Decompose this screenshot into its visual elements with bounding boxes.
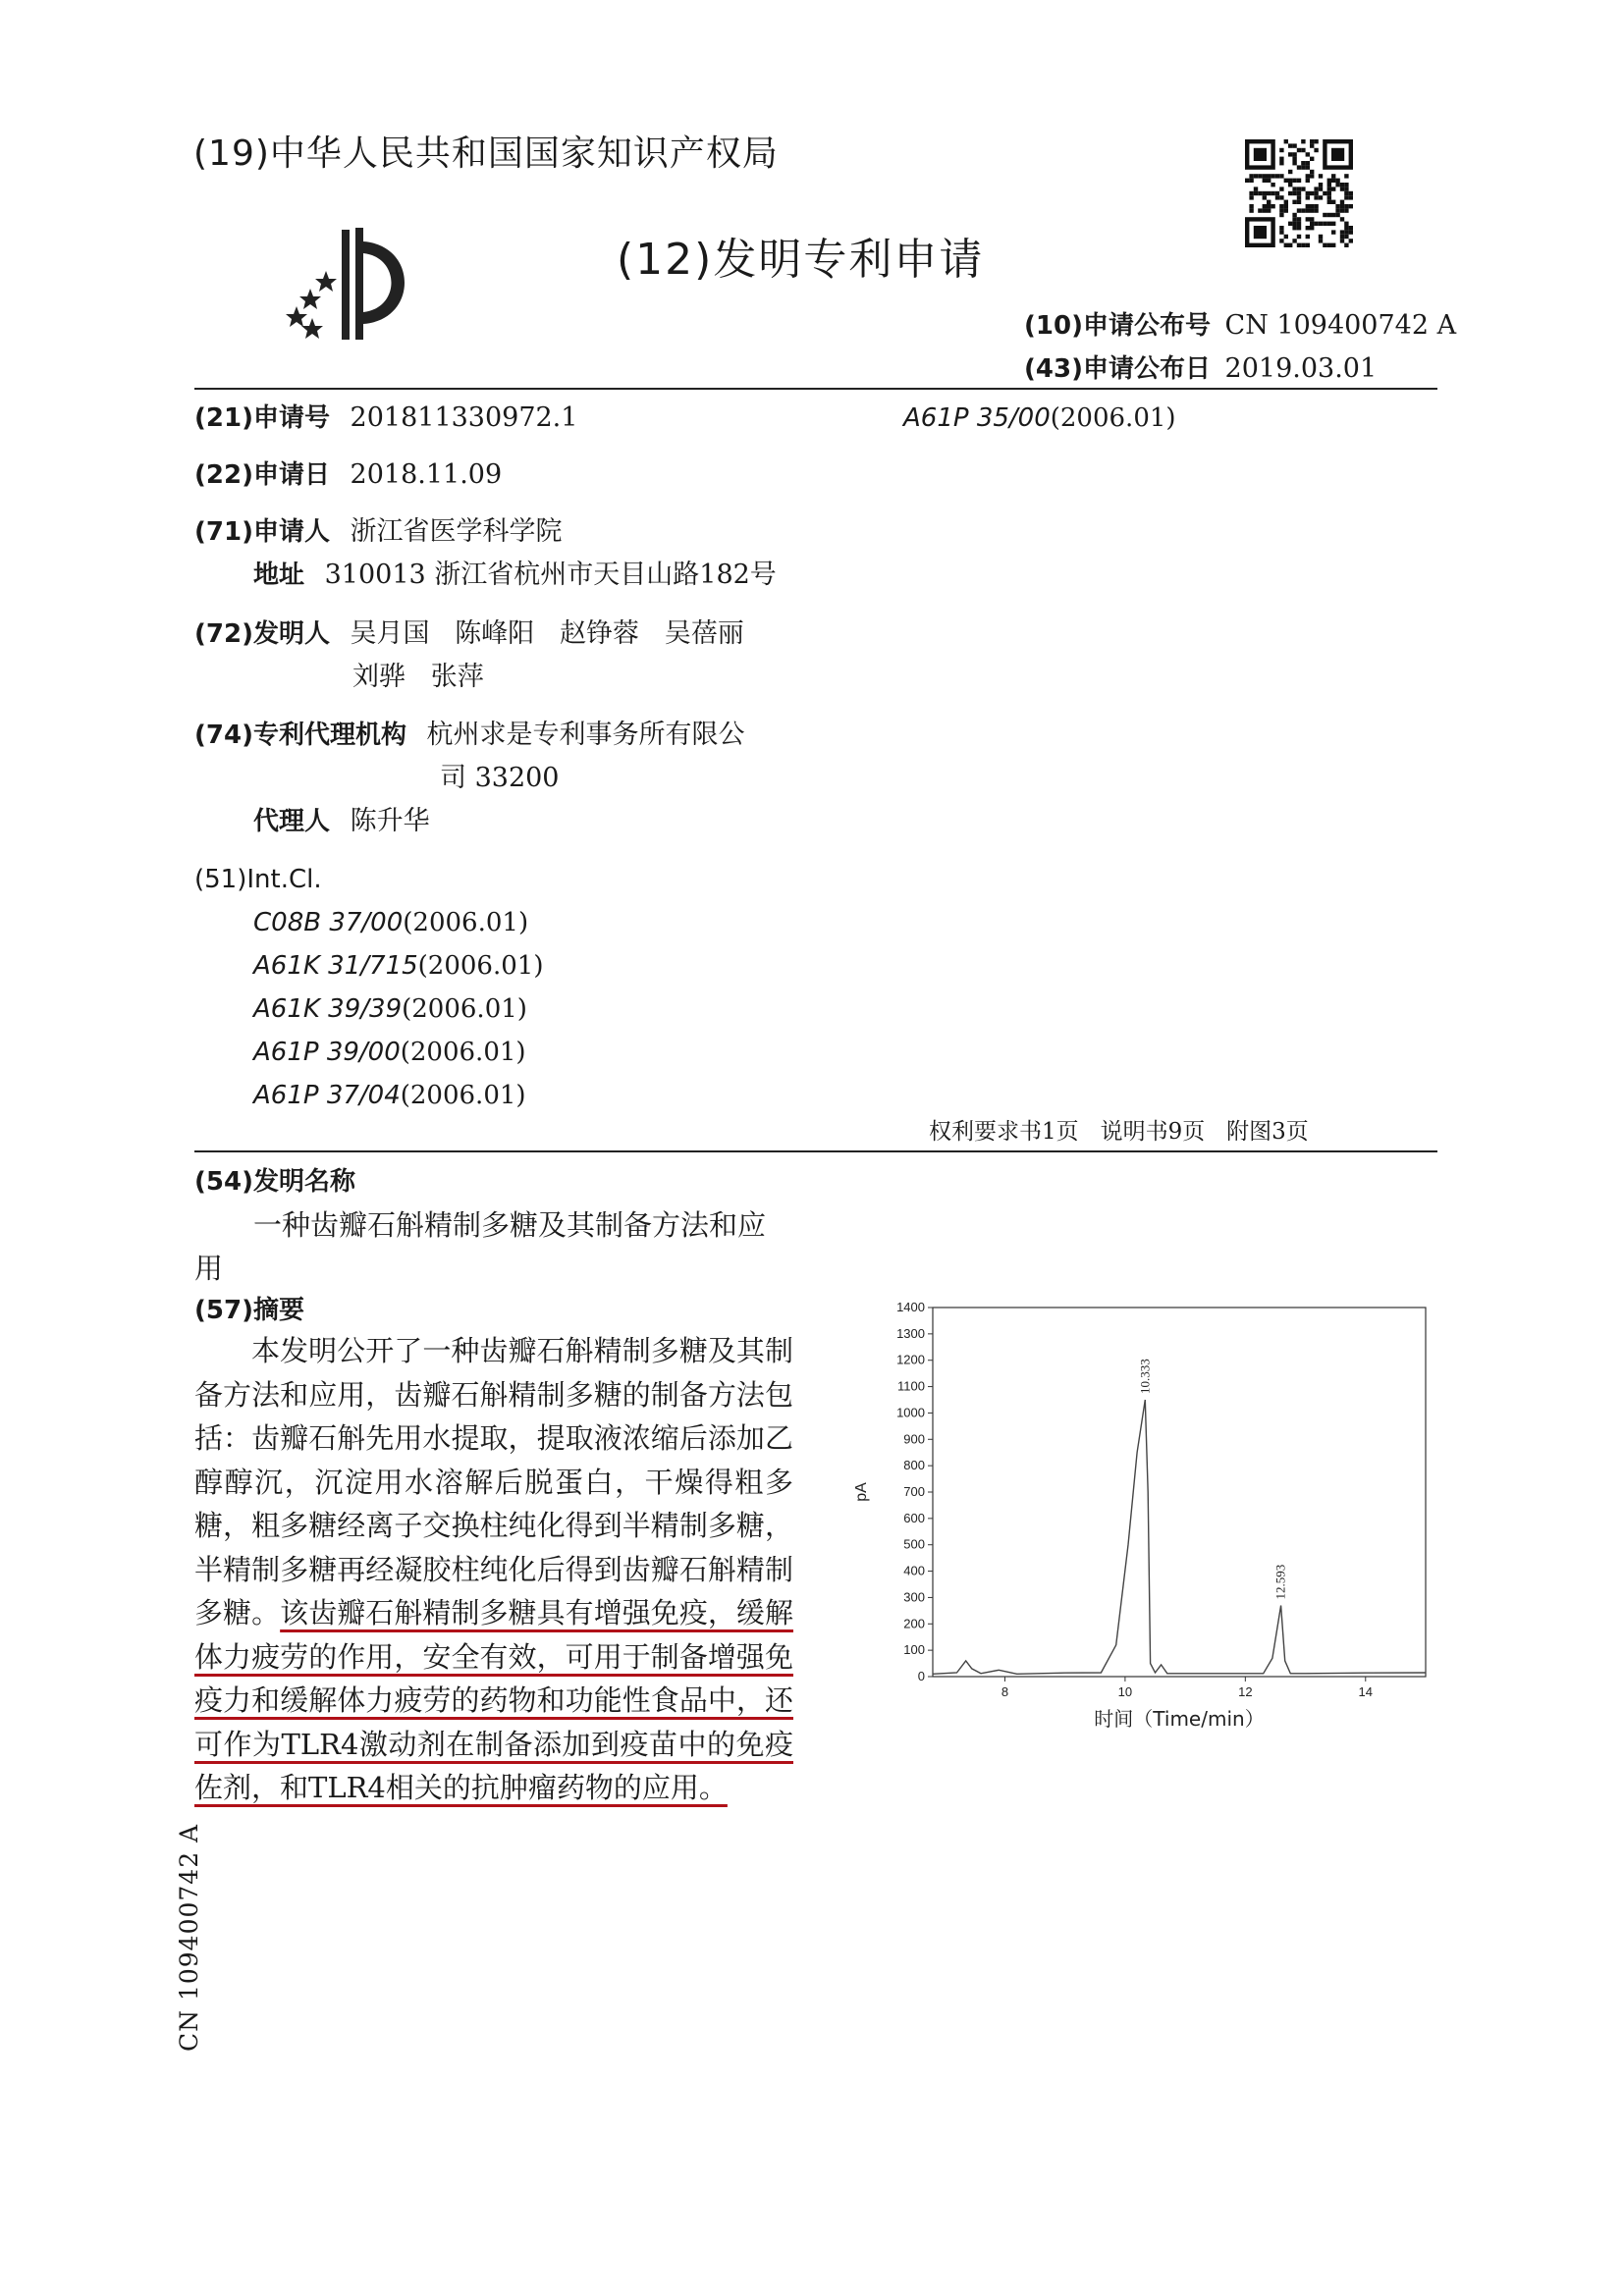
qr-module (1301, 161, 1305, 165)
ipc-right-code: A61P 35/00 (903, 403, 1051, 433)
qr-module (1319, 195, 1323, 199)
qr-module (1279, 208, 1283, 212)
qr-module (1249, 208, 1253, 212)
peak-label: 12.593 (1272, 1564, 1288, 1600)
qr-module (1314, 204, 1318, 208)
qr-module (1331, 213, 1335, 217)
qr-module (1331, 174, 1335, 178)
x-tick-label: 12 (1238, 1684, 1253, 1699)
abstract-text (194, 1329, 793, 1810)
x-tick-label: 10 (1117, 1684, 1133, 1699)
qr-module (1249, 204, 1253, 208)
qr-module (1292, 200, 1296, 204)
qr-module (1314, 191, 1318, 195)
qr-module (1310, 191, 1314, 195)
qr-module (1331, 243, 1335, 247)
qr-module (1340, 187, 1344, 190)
qr-module (1258, 191, 1262, 195)
qr-module (1306, 204, 1310, 208)
ipc-version: (2006.01) (400, 1081, 526, 1110)
logo-star-4 (301, 318, 323, 339)
qr-module (1344, 230, 1348, 234)
qr-module (1327, 200, 1331, 204)
ipc-version: (2006.01) (417, 951, 544, 981)
qr-module (1314, 148, 1318, 152)
ipc-version: (2006.01) (400, 1038, 526, 1067)
address-label: 地址 (253, 561, 305, 590)
application-number-row (194, 397, 577, 440)
qr-module (1297, 148, 1301, 152)
ipc-entry (253, 988, 527, 1031)
qr-module (1297, 179, 1301, 183)
qr-module (1319, 235, 1323, 239)
application-date-label: (22)申请日 (194, 460, 330, 490)
qr-module (1319, 183, 1323, 187)
qr-module (1263, 208, 1267, 212)
qr-module (1344, 235, 1348, 239)
qr-module (1263, 174, 1267, 178)
qr-module (1292, 161, 1296, 165)
qr-module (1349, 230, 1353, 234)
qr-module (1306, 235, 1310, 239)
qr-module (1292, 143, 1296, 147)
qr-module (1301, 148, 1305, 152)
qr-module (1297, 195, 1301, 199)
qr-module (1331, 230, 1335, 234)
qr-module (1292, 187, 1296, 190)
qr-module (1284, 208, 1288, 212)
qr-module (1306, 174, 1310, 178)
qr-module (1288, 143, 1292, 147)
qr-module (1279, 239, 1283, 242)
qr-module (1306, 165, 1310, 169)
ipc-version: (2006.01) (403, 908, 529, 937)
applicant: 浙江省医学科学院 (350, 516, 563, 547)
qr-module (1314, 195, 1318, 199)
qr-module (1349, 226, 1353, 230)
chromatogram-line (933, 1400, 1426, 1674)
qr-module (1335, 179, 1339, 183)
qr-module (1288, 170, 1292, 174)
y-tick-label: 100 (903, 1642, 925, 1658)
publication-date: 2019.03.01 (1224, 353, 1378, 384)
qr-module (1344, 243, 1348, 247)
cnipa-logo (271, 222, 424, 344)
qr-module (1310, 208, 1314, 212)
qr-module (1297, 217, 1301, 221)
qr-module (1327, 195, 1331, 199)
application-number-label: (21)申请号 (194, 403, 330, 433)
qr-module (1306, 217, 1310, 221)
ipc-version: (2006.01) (402, 994, 527, 1024)
qr-module (1349, 195, 1353, 199)
application-number: 201811330972.1 (350, 402, 578, 433)
agency-row (194, 714, 745, 757)
qr-module (1349, 239, 1353, 242)
ipc-code: C08B 37/00 (253, 908, 404, 937)
agent-row (253, 800, 430, 843)
qr-module (1249, 191, 1253, 195)
qr-module (1263, 195, 1267, 199)
ipc-code: A61K 39/39 (253, 994, 403, 1024)
qr-module (1279, 230, 1283, 234)
qr-module (1271, 204, 1274, 208)
publication-number: CN 109400742 A (1224, 310, 1457, 341)
qr-finder (1254, 226, 1267, 239)
agency-line-1: 杭州求是专利事务所有限公 (426, 720, 745, 750)
qr-finder (1331, 148, 1344, 161)
inventor-row (194, 613, 744, 656)
y-tick-label: 700 (903, 1484, 925, 1499)
qr-module (1331, 187, 1335, 190)
qr-module (1344, 226, 1348, 230)
agent-label: 代理人 (253, 807, 331, 836)
qr-module (1331, 179, 1335, 183)
qr-module (1279, 195, 1283, 199)
agency-label: (74)专利代理机构 (194, 721, 406, 750)
qr-module (1292, 191, 1296, 195)
qr-module (1271, 183, 1274, 187)
qr-module (1319, 222, 1323, 226)
qr-module (1344, 187, 1348, 190)
qr-module (1327, 191, 1331, 195)
qr-module (1310, 157, 1314, 161)
qr-module (1327, 213, 1331, 217)
qr-module (1306, 152, 1310, 156)
qr-module (1310, 222, 1314, 226)
qr-module (1297, 226, 1301, 230)
qr-module (1319, 174, 1323, 178)
qr-module (1279, 157, 1283, 161)
qr-module (1323, 243, 1326, 247)
qr-module (1297, 222, 1301, 226)
document-type: (12)发明专利申请 (617, 235, 985, 285)
logo-star-2 (299, 289, 321, 309)
qr-module (1292, 179, 1296, 183)
qr-module (1279, 148, 1283, 152)
address-row (253, 554, 777, 597)
qr-module (1284, 139, 1288, 143)
qr-module (1288, 152, 1292, 156)
header-divider (194, 388, 1437, 390)
y-tick-label: 400 (903, 1563, 925, 1578)
qr-module (1279, 187, 1283, 190)
qr-module (1314, 222, 1318, 226)
logo-mark (342, 228, 405, 340)
qr-module (1306, 226, 1310, 230)
qr-module (1306, 195, 1310, 199)
ipc-code: A61P 37/04 (253, 1081, 401, 1110)
publication-date-row (1024, 347, 1377, 391)
qr-module (1284, 243, 1288, 247)
qr-module (1349, 191, 1353, 195)
qr-module (1340, 230, 1344, 234)
qr-module (1292, 213, 1296, 217)
agent: 陈升华 (350, 806, 430, 836)
y-tick-label: 1200 (896, 1352, 925, 1367)
qr-module (1327, 222, 1331, 226)
qr-module (1314, 187, 1318, 190)
qr-module (1297, 235, 1301, 239)
qr-module (1284, 204, 1288, 208)
qr-module (1340, 217, 1344, 221)
qr-module (1344, 195, 1348, 199)
address: 310013 浙江省杭州市天目山路182号 (324, 560, 777, 590)
qr-module (1323, 191, 1326, 195)
qr-module (1292, 157, 1296, 161)
qr-module (1319, 187, 1323, 190)
y-tick-label: 900 (903, 1431, 925, 1447)
peak-label: 10.333 (1137, 1359, 1153, 1394)
qr-code (1245, 139, 1353, 247)
qr-module (1306, 191, 1310, 195)
qr-module (1279, 213, 1283, 217)
inventors-line-1: 吴月国 陈峰阳 赵铮蓉 吴蓓丽 (350, 618, 744, 649)
qr-module (1249, 195, 1253, 199)
inventors-line-2: 刘骅 张萍 (352, 662, 484, 692)
title-line-1: 一种齿瓣石斛精制多糖及其制备方法和应 (253, 1208, 767, 1242)
qr-module (1314, 139, 1318, 143)
y-tick-label: 200 (903, 1616, 925, 1631)
qr-module (1344, 208, 1348, 212)
qr-module (1331, 200, 1335, 204)
qr-module (1263, 204, 1267, 208)
qr-module (1284, 179, 1288, 183)
qr-module (1314, 208, 1318, 212)
ipc-entry (253, 1074, 526, 1117)
qr-module (1254, 191, 1258, 195)
y-tick-label: 300 (903, 1589, 925, 1605)
y-tick-label: 500 (903, 1536, 925, 1552)
qr-module (1327, 187, 1331, 190)
qr-module (1267, 174, 1271, 178)
qr-module (1344, 204, 1348, 208)
qr-module (1297, 165, 1301, 169)
qr-module (1267, 208, 1271, 212)
qr-module (1340, 239, 1344, 242)
qr-module (1297, 243, 1301, 247)
x-axis-label: 时间（Time/min） (1094, 1707, 1265, 1731)
qr-module (1275, 174, 1279, 178)
y-tick-label: 0 (917, 1669, 925, 1683)
publication-number-label: (10)申请公布号 (1024, 311, 1211, 341)
qr-module (1344, 174, 1348, 178)
qr-module (1319, 239, 1323, 242)
qr-module (1310, 143, 1314, 147)
qr-module (1306, 179, 1310, 183)
logo-star-3 (286, 306, 307, 327)
y-tick-label: 600 (903, 1510, 925, 1525)
plot-frame (933, 1308, 1426, 1677)
qr-module (1335, 183, 1339, 187)
inventor-label: (72)发明人 (194, 619, 330, 649)
x-tick-label: 8 (1001, 1684, 1009, 1699)
application-date: 2018.11.09 (350, 459, 503, 490)
application-date-row (194, 454, 502, 497)
qr-module (1271, 191, 1274, 195)
qr-module (1288, 222, 1292, 226)
qr-module (1327, 243, 1331, 247)
qr-module (1263, 179, 1267, 183)
abstract-highlight: 该齿瓣石斛精制多糖具有增强免疫，缓解体力疲劳的作用，安全有效，可用于制备增强免疫力和缓解体力疲劳的药物和功能性食品中，还可作为TLR4激动剂在制备添加到疫苗中的免疫佐剂，和TLR4相关的抗肿瘤药物的应用。 (194, 1596, 793, 1804)
qr-module (1344, 222, 1348, 226)
office-name: (19)中华人民共和国国家知识产权局 (193, 133, 779, 174)
ipc-entry (253, 944, 543, 988)
qr-module (1297, 191, 1301, 195)
qr-module (1301, 187, 1305, 190)
abstract-label: (57)摘要 (194, 1296, 304, 1325)
qr-module (1267, 204, 1271, 208)
qr-module (1267, 179, 1271, 183)
qr-module (1335, 208, 1339, 212)
qr-module (1271, 174, 1274, 178)
qr-module (1297, 200, 1301, 204)
logo-star-1 (315, 271, 337, 292)
qr-module (1249, 174, 1253, 178)
qr-module (1288, 179, 1292, 183)
qr-module (1279, 161, 1283, 165)
qr-module (1331, 222, 1335, 226)
qr-module (1310, 217, 1314, 221)
qr-module (1279, 226, 1283, 230)
qr-module (1344, 191, 1348, 195)
x-tick-label: 14 (1358, 1684, 1374, 1699)
y-axis-label: pA (853, 1482, 870, 1502)
qr-module (1297, 208, 1301, 212)
chromatogram-chart (844, 1296, 1443, 1737)
qr-module (1301, 243, 1305, 247)
qr-module (1249, 179, 1253, 183)
applicant-row (194, 510, 563, 554)
y-tick-label: 1400 (896, 1300, 925, 1314)
qr-module (1254, 187, 1258, 190)
publication-number-row (1024, 304, 1456, 347)
qr-module (1310, 174, 1314, 178)
qr-module (1284, 200, 1288, 204)
qr-module (1323, 213, 1326, 217)
qr-module (1306, 208, 1310, 212)
y-tick-label: 800 (903, 1458, 925, 1473)
qr-module (1335, 204, 1339, 208)
section-divider (194, 1150, 1437, 1152)
title-line-2: 用 (194, 1252, 224, 1285)
qr-module (1279, 204, 1283, 208)
qr-module (1306, 161, 1310, 165)
y-tick-label: 1000 (896, 1405, 925, 1420)
qr-module (1301, 139, 1305, 143)
qr-module (1292, 222, 1296, 226)
abstract-plain: 本发明公开了一种齿瓣石斛精制多糖及其制备方法和应用，齿瓣石斛精制多糖的制备方法包括：齿瓣石斛先用水提取，提取液浓缩后添加乙醇醇沉，沉淀用水溶解后脱蛋白，干燥得粗多糖，粗多糖经离子交换柱纯化得到半精制多糖，半精制多糖再经凝胶柱纯化后得到齿瓣石斛精制多糖。 (194, 1334, 793, 1629)
side-publication-number: CN 109400742 A (175, 1823, 203, 2052)
ipc-entry (253, 901, 528, 944)
ipc-right (903, 397, 1176, 440)
ipc-right-version: (2006.01) (1050, 403, 1176, 433)
qr-module (1310, 170, 1314, 174)
qr-module (1275, 191, 1279, 195)
qr-module (1327, 183, 1331, 187)
applicant-label: (71)申请人 (194, 517, 330, 547)
ipc-code: A61K 31/715 (253, 951, 418, 981)
publication-date-label: (43)申请公布日 (1024, 354, 1211, 384)
qr-module (1310, 204, 1314, 208)
qr-finder (1254, 148, 1267, 161)
qr-module (1340, 208, 1344, 212)
ipc-entry (253, 1031, 526, 1074)
pages-info: 权利要求书1页 说明书9页 附图3页 (929, 1119, 1309, 1145)
qr-module (1292, 152, 1296, 156)
qr-module (1323, 222, 1326, 226)
qr-module (1267, 200, 1271, 204)
qr-module (1288, 183, 1292, 187)
qr-module (1297, 187, 1301, 190)
y-tick-label: 1300 (896, 1325, 925, 1341)
qr-module (1275, 195, 1279, 199)
qr-module (1327, 179, 1331, 183)
qr-module (1288, 191, 1292, 195)
qr-module (1258, 174, 1262, 178)
qr-module (1310, 139, 1314, 143)
qr-module (1254, 174, 1258, 178)
qr-module (1267, 191, 1271, 195)
agency-line-2: 司 33200 (440, 763, 560, 793)
qr-module (1284, 235, 1288, 239)
qr-module (1258, 208, 1262, 212)
qr-module (1279, 174, 1283, 178)
qr-module (1292, 217, 1296, 221)
qr-module (1245, 179, 1249, 183)
qr-module (1340, 204, 1344, 208)
qr-module (1301, 208, 1305, 212)
qr-module (1288, 243, 1292, 247)
qr-module (1340, 235, 1344, 239)
title-label: (54)发明名称 (194, 1167, 355, 1197)
qr-module (1292, 226, 1296, 230)
qr-module (1335, 213, 1339, 217)
qr-module (1349, 204, 1353, 208)
qr-module (1340, 200, 1344, 204)
qr-module (1344, 183, 1348, 187)
qr-module (1310, 226, 1314, 230)
y-tick-label: 1100 (897, 1378, 925, 1394)
qr-module (1340, 183, 1344, 187)
qr-module (1292, 239, 1296, 242)
qr-module (1306, 243, 1310, 247)
intcl-label: (51)Int.Cl. (194, 865, 322, 894)
ipc-code: A61P 39/00 (253, 1038, 401, 1067)
qr-module (1263, 191, 1267, 195)
qr-module (1301, 165, 1305, 169)
